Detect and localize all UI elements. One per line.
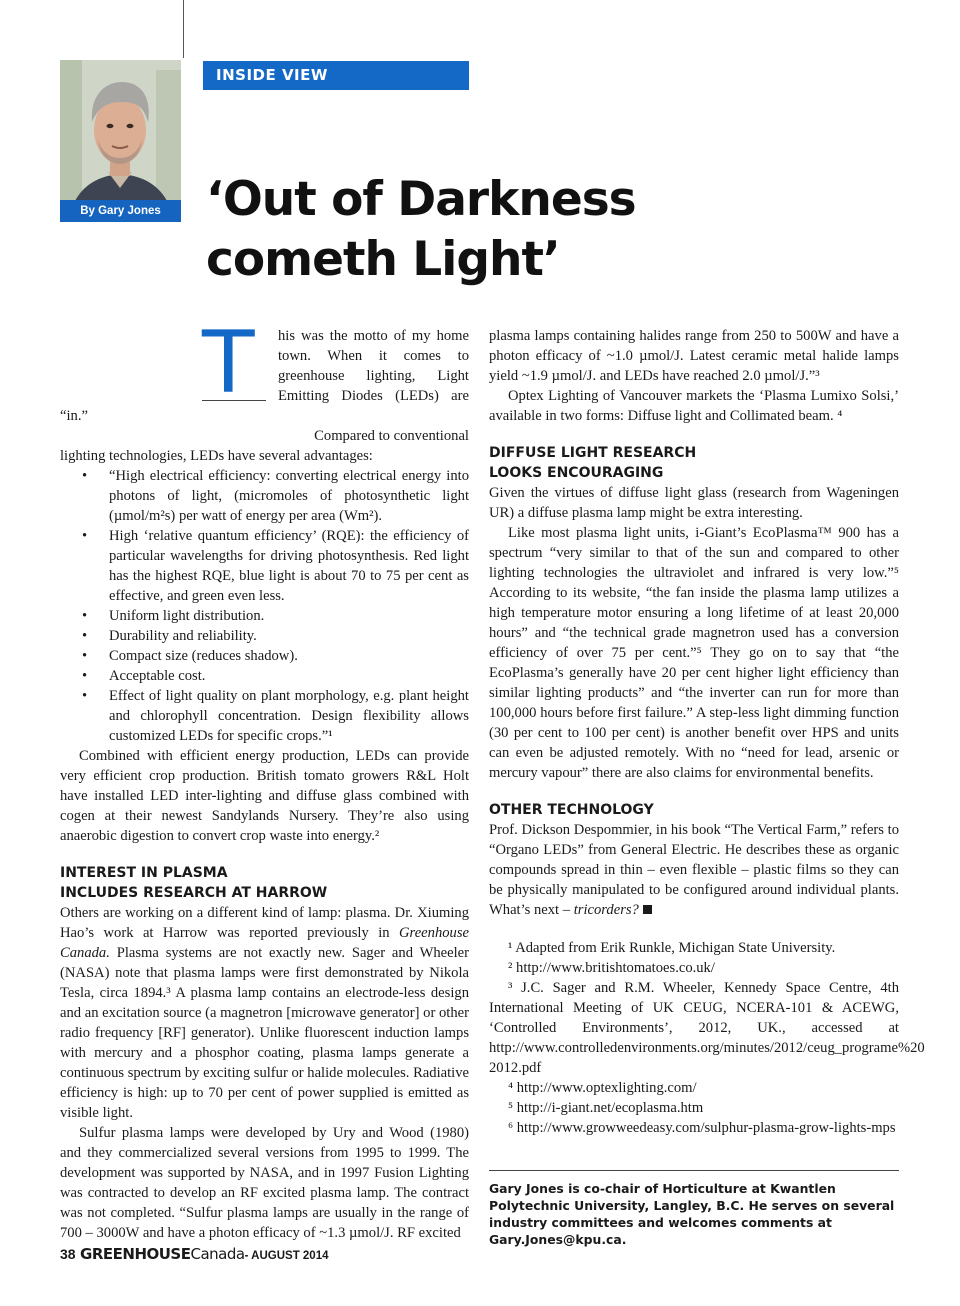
list-item: • Durability and reliability.	[60, 626, 469, 646]
optex-paragraph: Optex Lighting of Vancouver markets the ‘Plasma Lumixo Solsi,’ available in two forms: Diffuse light and Collimated beam. ⁴	[489, 388, 899, 424]
page-number: 38	[60, 1246, 76, 1262]
diffuse-paragraph-2: Like most plasma light units, i-Giant’s EcoPlasma™ 900 has a spectrum “very similar to that of the sun and compared to other lighting technologies the ultraviolet and infrared is very low.”⁵ According to its website, “the fan inside the plasma lamp utilizes a high temperature motor ensuring a long lifetime of at least 20,000 hours” and “the technical grade magnetron used has a conversion efficiency of over 75 per cent.”⁵ They go on to say that “the EcoPlasma’s generally have 20 per cent higher light efficiency than similar lighting products” and “the inverter can run for more than 100,000 hours before first failure.” A step-less light dimming function (30 per cent to 100 per cent) is another benefit over HPS and units can even be adjusted remotely. With no “need for lead, arsenic or mercury vapour” there are also claims for environmental benefits.	[489, 525, 899, 781]
heading-plasma	[60, 863, 469, 903]
list-item: • Uniform light distribution.	[60, 606, 469, 626]
author-bio: Gary Jones is co-chair of Horticulture at Kwantlen Polytechnic University, Langley, B.C. He serves on several industry committees and welcomes comments at Gary.Jones@kpu.ca.	[489, 1170, 899, 1248]
list-item: • High ‘relative quantum efficiency’ (RQE): the efficiency of particular wavelengths for driving photosynthesis. Red light has the highest RQE, blue light is about 70 to 75 per cent as effective, and green even less.	[60, 526, 469, 606]
right-column	[489, 326, 925, 1138]
column-rule-top	[183, 0, 184, 58]
footnote: ² http://www.britishtomatoes.co.uk/	[508, 960, 715, 976]
heading-diffuse	[489, 443, 899, 483]
led-advantages-list	[60, 466, 469, 746]
footnote: ⁶ http://www.growweedeasy.com/sulphur-plasma-grow-lights-mps	[508, 1120, 896, 1136]
author-byline: By Gary Jones	[60, 200, 181, 222]
halide-paragraph: plasma lamps containing halides range from 250 to 500W and have a photon efficacy of ~1.0 µmol/J. Latest ceramic metal halide lamps yield ~1.9 µmol/J. and LEDs have reached 2.0 µmol/J.”³	[489, 328, 899, 384]
footnotes	[489, 938, 925, 1138]
other-technology-paragraph	[489, 820, 899, 920]
headline-line-1: ‘Out of Darkness	[206, 172, 636, 227]
plasma-paragraph-1	[60, 903, 469, 1123]
publication-name-regular: Canada	[190, 1245, 245, 1263]
magazine-name: Greenhouse Canada.	[60, 925, 469, 961]
footnote: ³ J.C. Sager and R.M. Wheeler, Kennedy Space Centre, 4th International Meeting of UK CEUG, NCERA-101 & ACEWG, ‘Controlled Environments’, 2012, UK., accessed at http://www.controlledenvironments.org/minutes/2012/ceug_programe%20 2012.pdf	[489, 980, 925, 1076]
cogen-paragraph: Combined with efficient energy production, LEDs can provide very efficient crop production. British tomato growers R&L Holt have installed LED inter-lighting and diffuse glass combined with cogen at their newest Sandylands Nursery. They’re also using anaerobic digestion to convert crop waste into energy.²	[60, 748, 469, 844]
list-item: • Compact size (reduces shadow).	[60, 646, 469, 666]
heading-other-technology: OTHER TECHNOLOGY	[489, 802, 654, 818]
author-photo	[60, 60, 181, 222]
heading-plasma-line-2: INCLUDES RESEARCH AT HARROW	[60, 885, 328, 901]
footnote: ¹ Adapted from Erik Runkle, Michigan State University.	[508, 940, 836, 956]
intro-lead-text: his was the motto of my home town. When it comes to greenhouse lighting, Light Emitting Diodes (LEDs) are “in.”	[60, 328, 469, 424]
other-text: Prof. Dickson Despommier, in his book “The Vertical Farm,” refers to “Organo LEDs” from General Electric. He describes these as organic compounds spread in thin – even flexible – plastic films so they can be physically manipulated to be configured around individual plants. What’s next –	[489, 822, 899, 918]
footnote: ⁴ http://www.optexlighting.com/	[508, 1080, 697, 1096]
left-column	[60, 313, 469, 1243]
publication-name-bold: GREENHOUSE	[80, 1245, 191, 1263]
intro-paragraph	[60, 313, 469, 426]
intro-compared-lead: Compared to conventional	[314, 428, 469, 444]
drop-cap: T	[202, 328, 266, 401]
headline-line-2: cometh Light’	[206, 232, 560, 287]
article-headline	[206, 170, 926, 290]
plasma-paragraph-2: Sulfur plasma lamps were developed by Ury and Wood (1980) and they commercialized several versions from 1995 to 1999. The development was supported by NASA, and in 1997 Fusion Lighting was contracted to develop an RF excited plasma lamp. The contract was not completed. “Sulfur plasma lamps are usually in the range of 700 – 3000W and have a photon efficacy of ~1.3 µmol/J. RF excited	[60, 1125, 469, 1241]
intro-compared-rest: lighting technologies, LEDs have several advantages:	[60, 448, 373, 464]
issue-date: - AUGUST 2014	[244, 1250, 329, 1262]
footnote: ⁵ http://i-giant.net/ecoplasma.htm	[508, 1100, 704, 1116]
plasma-text-b: Plasma systems are not exactly new. Sager and Wheeler (NASA) note that plasma lamps were first demonstrated by Nikola Tesla, circa 1894.³ A plasma lamp contains an electrode-less design and an excitation source (a magnetron [microwave generator] or other radio frequency [RF] generator). Unlike fluorescent induction lamps with mercury and a phosphor coating, plasma lamps generate a continuous spectrum by exciting sulfur or halide molecules. Radiative efficiency is high: up to 70 per cent of power supplied is emitted as visible light.	[60, 945, 469, 1121]
heading-diffuse-line-2: LOOKS ENCOURAGING	[489, 465, 664, 481]
end-mark-icon	[643, 905, 652, 914]
list-item: • Effect of light quality on plant morphology, e.g. plant height and chlorophyll concentration. Design flexibility allows customized LEDs for specific crops.”¹	[60, 686, 469, 746]
heading-plasma-line-1: INTEREST IN PLASMA	[60, 865, 228, 881]
section-tag: INSIDE VIEW	[203, 61, 469, 90]
heading-diffuse-line-1: DIFFUSE LIGHT RESEARCH	[489, 445, 697, 461]
tricorders-text: tricorders?	[573, 902, 639, 918]
plasma-text-a: Others are working on a different kind of lamp: plasma. Dr. Xiuming Hao’s work at Harrow was reported previously in	[60, 905, 469, 941]
page-footer	[60, 1245, 329, 1264]
list-item: • “High electrical efficiency: converting electrical energy into photons of light, (micromoles of photosynthetic light (µmol/m²s) per watt of energy per area (Wm²).	[60, 466, 469, 526]
diffuse-paragraph-1: Given the virtues of diffuse light glass (research from Wageningen UR) a diffuse plasma lamp might be extra interesting.	[489, 485, 899, 521]
list-item: • Acceptable cost.	[60, 666, 469, 686]
